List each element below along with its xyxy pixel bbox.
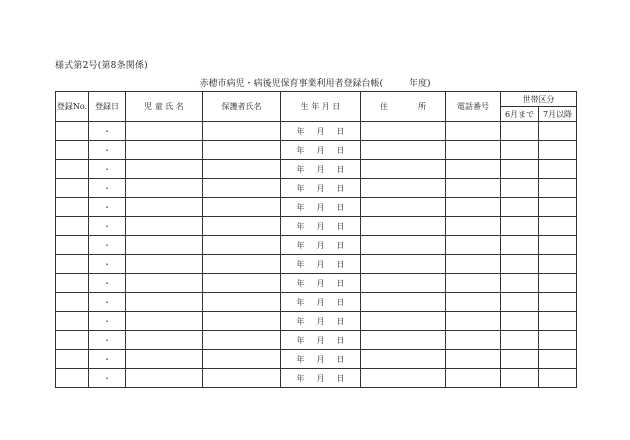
dob-day-label: 日 [336, 145, 345, 155]
address-cell[interactable] [361, 122, 446, 141]
child-name-cell[interactable] [126, 274, 203, 293]
household-from-july-cell[interactable] [539, 198, 577, 217]
dob-day-label: 日 [336, 259, 345, 269]
document-title [0, 76, 630, 89]
address-cell[interactable] [361, 141, 446, 160]
household-until-june-cell[interactable] [501, 122, 539, 141]
table-row [56, 274, 577, 293]
document-title-year-suffix: 年度) [409, 79, 431, 89]
phone-cell[interactable] [446, 350, 501, 369]
household-until-june-cell[interactable] [501, 312, 539, 331]
dob-year-label: 年 [296, 145, 305, 155]
reg-date-separator: ・ [103, 126, 111, 136]
household-until-june-cell[interactable] [501, 179, 539, 198]
address-cell[interactable] [361, 255, 446, 274]
household-until-june-cell[interactable] [501, 331, 539, 350]
reg-date-cell[interactable] [89, 274, 126, 293]
header-date-of-birth: 生 年 月 日 [281, 92, 361, 122]
dob-month-label: 月 [316, 354, 325, 364]
date-of-birth-cell[interactable] [281, 369, 361, 388]
table-row [56, 369, 577, 388]
address-cell[interactable] [361, 369, 446, 388]
child-name-cell[interactable] [126, 160, 203, 179]
date-of-birth-cell[interactable] [281, 293, 361, 312]
guardian-name-cell[interactable] [203, 217, 281, 236]
guardian-name-cell[interactable] [203, 236, 281, 255]
reg-date-cell[interactable] [89, 198, 126, 217]
guardian-name-cell[interactable] [203, 122, 281, 141]
guardian-name-cell[interactable] [203, 160, 281, 179]
registration-table-body [56, 122, 577, 388]
date-of-birth-cell[interactable] [281, 198, 361, 217]
dob-day-label: 日 [336, 373, 345, 383]
reg-no-cell[interactable] [56, 369, 89, 388]
reg-no-cell[interactable] [56, 331, 89, 350]
header-household-from-july: 7月以降 [539, 107, 577, 122]
table-row [56, 293, 577, 312]
dob-year-label: 年 [296, 126, 305, 136]
table-row [56, 122, 577, 141]
dob-year-label: 年 [296, 297, 305, 307]
header-reg-no: 登録No. [56, 92, 89, 122]
header-phone: 電話番号 [446, 92, 501, 122]
guardian-name-cell[interactable] [203, 331, 281, 350]
address-cell[interactable] [361, 293, 446, 312]
reg-date-separator: ・ [103, 316, 111, 326]
child-name-cell[interactable] [126, 179, 203, 198]
reg-date-cell[interactable] [89, 293, 126, 312]
household-from-july-cell[interactable] [539, 274, 577, 293]
table-row [56, 198, 577, 217]
phone-cell[interactable] [446, 293, 501, 312]
reg-date-cell[interactable] [89, 122, 126, 141]
dob-month-label: 月 [316, 183, 325, 193]
dob-year-label: 年 [296, 316, 305, 326]
household-from-july-cell[interactable] [539, 160, 577, 179]
child-name-cell[interactable] [126, 293, 203, 312]
dob-year-label: 年 [296, 335, 305, 345]
table-row [56, 255, 577, 274]
address-cell[interactable] [361, 198, 446, 217]
dob-day-label: 日 [336, 335, 345, 345]
guardian-name-cell[interactable] [203, 141, 281, 160]
household-from-july-cell[interactable] [539, 255, 577, 274]
reg-date-cell[interactable] [89, 217, 126, 236]
child-name-cell[interactable] [126, 122, 203, 141]
child-name-cell[interactable] [126, 369, 203, 388]
dob-month-label: 月 [316, 297, 325, 307]
phone-cell[interactable] [446, 198, 501, 217]
guardian-name-cell[interactable] [203, 198, 281, 217]
document-title-text: 赤穂市病児・病後児保育事業利用者登録台帳( [199, 79, 383, 89]
date-of-birth-cell[interactable] [281, 312, 361, 331]
reg-date-separator: ・ [103, 259, 111, 269]
child-name-cell[interactable] [126, 255, 203, 274]
phone-cell[interactable] [446, 179, 501, 198]
address-cell[interactable] [361, 160, 446, 179]
guardian-name-cell[interactable] [203, 255, 281, 274]
phone-cell[interactable] [446, 312, 501, 331]
header-household-until-june: 6月まで [501, 107, 539, 122]
date-of-birth-cell[interactable] [281, 236, 361, 255]
phone-cell[interactable] [446, 236, 501, 255]
reg-date-cell[interactable] [89, 350, 126, 369]
registration-table [55, 91, 577, 388]
reg-date-separator: ・ [103, 221, 111, 231]
date-of-birth-cell[interactable] [281, 350, 361, 369]
table-row [56, 236, 577, 255]
reg-no-cell[interactable] [56, 160, 89, 179]
dob-month-label: 月 [316, 316, 325, 326]
reg-date-separator: ・ [103, 145, 111, 155]
dob-month-label: 月 [316, 259, 325, 269]
phone-cell[interactable] [446, 217, 501, 236]
household-from-july-cell[interactable] [539, 217, 577, 236]
child-name-cell[interactable] [126, 141, 203, 160]
child-name-cell[interactable] [126, 350, 203, 369]
header-address [361, 92, 446, 122]
table-row [56, 350, 577, 369]
dob-day-label: 日 [336, 316, 345, 326]
household-until-june-cell[interactable] [501, 350, 539, 369]
dob-day-label: 日 [336, 164, 345, 174]
household-from-july-cell[interactable] [539, 141, 577, 160]
reg-date-separator: ・ [103, 278, 111, 288]
reg-no-cell[interactable] [56, 255, 89, 274]
reg-date-cell[interactable] [89, 236, 126, 255]
address-cell[interactable] [361, 312, 446, 331]
date-of-birth-cell[interactable] [281, 331, 361, 350]
date-of-birth-cell[interactable] [281, 274, 361, 293]
header-child-name: 児 童 氏 名 [126, 92, 203, 122]
guardian-name-cell[interactable] [203, 350, 281, 369]
address-cell[interactable] [361, 350, 446, 369]
reg-date-separator: ・ [103, 373, 111, 383]
household-until-june-cell[interactable] [501, 160, 539, 179]
dob-day-label: 日 [336, 183, 345, 193]
date-of-birth-cell[interactable] [281, 122, 361, 141]
reg-date-cell[interactable] [89, 369, 126, 388]
dob-day-label: 日 [336, 126, 345, 136]
dob-year-label: 年 [296, 221, 305, 231]
dob-year-label: 年 [296, 278, 305, 288]
dob-day-label: 日 [336, 354, 345, 364]
reg-date-cell[interactable] [89, 179, 126, 198]
dob-month-label: 月 [316, 202, 325, 212]
child-name-cell[interactable] [126, 236, 203, 255]
child-name-cell[interactable] [126, 198, 203, 217]
household-from-july-cell[interactable] [539, 122, 577, 141]
table-row [56, 217, 577, 236]
dob-day-label: 日 [336, 297, 345, 307]
dob-month-label: 月 [316, 278, 325, 288]
reg-date-separator: ・ [103, 183, 111, 193]
dob-month-label: 月 [316, 335, 325, 345]
dob-month-label: 月 [316, 126, 325, 136]
date-of-birth-cell[interactable] [281, 160, 361, 179]
address-cell[interactable] [361, 331, 446, 350]
reg-no-cell[interactable] [56, 236, 89, 255]
reg-date-cell[interactable] [89, 312, 126, 331]
dob-day-label: 日 [336, 202, 345, 212]
household-until-june-cell[interactable] [501, 293, 539, 312]
household-from-july-cell[interactable] [539, 312, 577, 331]
reg-no-cell[interactable] [56, 293, 89, 312]
reg-date-cell[interactable] [89, 160, 126, 179]
child-name-cell[interactable] [126, 217, 203, 236]
dob-month-label: 月 [316, 240, 325, 250]
household-until-june-cell[interactable] [501, 369, 539, 388]
reg-date-separator: ・ [103, 240, 111, 250]
reg-no-cell[interactable] [56, 179, 89, 198]
reg-no-cell[interactable] [56, 274, 89, 293]
table-row [56, 160, 577, 179]
household-from-july-cell[interactable] [539, 179, 577, 198]
guardian-name-cell[interactable] [203, 293, 281, 312]
reg-no-cell[interactable] [56, 350, 89, 369]
child-name-cell[interactable] [126, 312, 203, 331]
reg-date-separator: ・ [103, 297, 111, 307]
header-household-category: 世帯区分 [501, 92, 577, 107]
address-cell[interactable] [361, 217, 446, 236]
reg-date-separator: ・ [103, 164, 111, 174]
dob-day-label: 日 [336, 221, 345, 231]
dob-year-label: 年 [296, 240, 305, 250]
dob-year-label: 年 [296, 164, 305, 174]
guardian-name-cell[interactable] [203, 179, 281, 198]
dob-year-label: 年 [296, 202, 305, 212]
table-row [56, 331, 577, 350]
household-until-june-cell[interactable] [501, 198, 539, 217]
household-from-july-cell[interactable] [539, 331, 577, 350]
header-address-char-2: 所 [418, 102, 426, 111]
dob-month-label: 月 [316, 373, 325, 383]
reg-no-cell[interactable] [56, 198, 89, 217]
date-of-birth-cell[interactable] [281, 255, 361, 274]
dob-year-label: 年 [296, 259, 305, 269]
guardian-name-cell[interactable] [203, 369, 281, 388]
household-until-june-cell[interactable] [501, 141, 539, 160]
household-from-july-cell[interactable] [539, 369, 577, 388]
phone-cell[interactable] [446, 160, 501, 179]
reg-date-cell[interactable] [89, 255, 126, 274]
reg-date-cell[interactable] [89, 141, 126, 160]
guardian-name-cell[interactable] [203, 274, 281, 293]
dob-day-label: 日 [336, 240, 345, 250]
household-until-june-cell[interactable] [501, 274, 539, 293]
reg-date-separator: ・ [103, 202, 111, 212]
date-of-birth-cell[interactable] [281, 141, 361, 160]
address-cell[interactable] [361, 179, 446, 198]
guardian-name-cell[interactable] [203, 312, 281, 331]
phone-cell[interactable] [446, 274, 501, 293]
reg-date-separator: ・ [103, 335, 111, 345]
phone-cell[interactable] [446, 122, 501, 141]
table-row [56, 179, 577, 198]
address-cell[interactable] [361, 236, 446, 255]
household-from-july-cell[interactable] [539, 350, 577, 369]
table-row [56, 312, 577, 331]
address-cell[interactable] [361, 274, 446, 293]
header-guardian-name: 保護者氏名 [203, 92, 281, 122]
child-name-cell[interactable] [126, 331, 203, 350]
household-until-june-cell[interactable] [501, 255, 539, 274]
reg-no-cell[interactable] [56, 122, 89, 141]
table-row [56, 141, 577, 160]
date-of-birth-cell[interactable] [281, 217, 361, 236]
dob-month-label: 月 [316, 145, 325, 155]
dob-year-label: 年 [296, 373, 305, 383]
phone-cell[interactable] [446, 141, 501, 160]
reg-date-separator: ・ [103, 354, 111, 364]
reg-no-cell[interactable] [56, 312, 89, 331]
header-reg-date: 登録日 [89, 92, 126, 122]
reg-no-cell[interactable] [56, 217, 89, 236]
date-of-birth-cell[interactable] [281, 179, 361, 198]
phone-cell[interactable] [446, 369, 501, 388]
phone-cell[interactable] [446, 255, 501, 274]
household-until-june-cell[interactable] [501, 217, 539, 236]
header-address-char-1: 住 [380, 102, 388, 111]
dob-month-label: 月 [316, 221, 325, 231]
dob-day-label: 日 [336, 278, 345, 288]
household-from-july-cell[interactable] [539, 236, 577, 255]
dob-year-label: 年 [296, 183, 305, 193]
household-until-june-cell[interactable] [501, 236, 539, 255]
phone-cell[interactable] [446, 331, 501, 350]
reg-no-cell[interactable] [56, 141, 89, 160]
form-number: 様式第2号(第8条関係) [55, 61, 148, 71]
reg-date-cell[interactable] [89, 331, 126, 350]
dob-month-label: 月 [316, 164, 325, 174]
household-from-july-cell[interactable] [539, 293, 577, 312]
dob-year-label: 年 [296, 354, 305, 364]
